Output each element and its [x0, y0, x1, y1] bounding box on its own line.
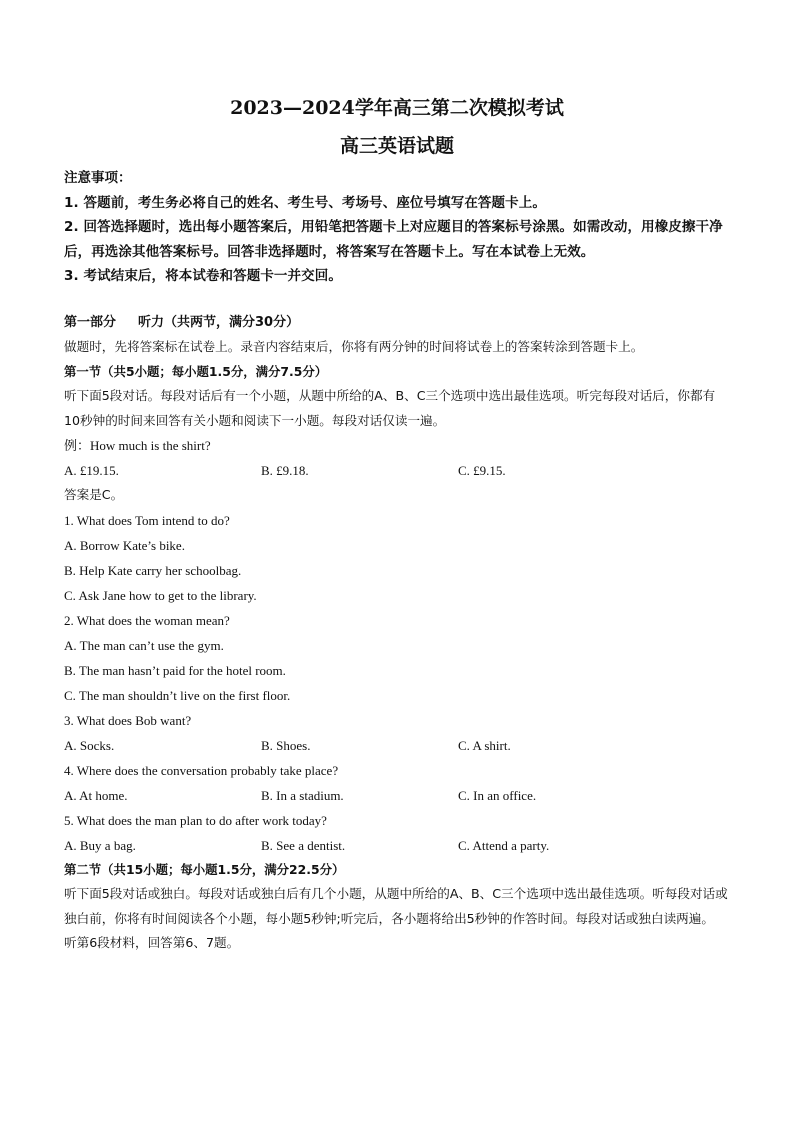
- section1-instructions: 听下面5段对话。每段对话后有一个小题，从题中所给的A、B、C三个选项中选出最佳选项。听完每段对话后，你都有10秒钟的时间来回答有关小题和阅读下一小题。每段对话仅读一遍。: [64, 388, 716, 428]
- notice-heading: 注意事项：: [64, 170, 132, 186]
- part1-title-detail: 听力（共两节，满分30分）: [138, 314, 300, 330]
- question-4-option-a: A. At home.: [64, 787, 128, 803]
- exam-title: 2023—2024学年高三第二次模拟考试: [230, 97, 564, 119]
- notice-item-3: 3. 考试结束后，将本试卷和答题卡一并交回。: [64, 268, 342, 284]
- question-1-option-a: A. Borrow Kate’s bike.: [64, 537, 185, 553]
- question-3-option-a: A. Socks.: [64, 737, 115, 753]
- question-1-option-c: C. Ask Jane how to get to the library.: [64, 587, 257, 603]
- question-1: 1. What does Tom intend to do?: [64, 512, 230, 528]
- question-5-option-a: A. Buy a bag.: [64, 837, 136, 853]
- question-4-option-c: C. In an office.: [458, 787, 537, 803]
- question-4-options: [64, 783, 730, 808]
- question-5: 5. What does the man plan to do after work today?: [64, 812, 327, 828]
- example-option-c: C. £9.15.: [458, 463, 506, 478]
- question-4-option-b: B. In a stadium.: [261, 787, 344, 803]
- example-answer: 答案是C。: [64, 487, 124, 502]
- section2-instructions: 听下面5段对话或独白。每段对话或独白后有几个小题，从题中所给的A、B、C三个选项中选出最佳选项。听每段对话或独白前，你将有时间阅读各个小题，每小题5秒钟;听完后，各小题将给出5秒钟的作答时间。每段对话或独白读两遍。: [64, 886, 728, 926]
- part1-title: [64, 311, 730, 336]
- section-spacer: [64, 289, 730, 311]
- part1-title-label: 第一部分: [64, 314, 117, 330]
- question-2-option-c: C. The man shouldn’t live on the first floor.: [64, 687, 291, 703]
- question-5-options: [64, 833, 730, 858]
- question-3: 3. What does Bob want?: [64, 712, 192, 728]
- question-2-option-b: B. The man hasn’t paid for the hotel room.: [64, 662, 286, 678]
- exam-subtitle: 高三英语试题: [339, 135, 454, 157]
- question-5-option-c: C. Attend a party.: [458, 837, 550, 853]
- question-2: 2. What does the woman mean?: [64, 612, 230, 628]
- question-2-option-a: A. The man can’t use the gym.: [64, 637, 224, 653]
- section2-title: 第二节（共15小题；每小题1.5分，满分22.5分）: [64, 861, 345, 877]
- example-question: 例：How much is the shirt?: [64, 438, 211, 453]
- part1-intro: 做题时，先将答案标在试卷上。录音内容结束后，你将有两分钟的时间将试卷上的答案转涂到答题卡上。: [64, 339, 644, 354]
- question-1-option-b: B. Help Kate carry her schoolbag.: [64, 562, 242, 578]
- question-4: 4. Where does the conversation probably take place?: [64, 762, 339, 778]
- example-option-a: A. £19.15.: [64, 463, 119, 478]
- example-option-b: B. £9.18.: [261, 463, 309, 478]
- section1-title: 第一节（共5小题；每小题1.5分，满分7.5分）: [64, 363, 328, 379]
- notice-item-2: 2. 回答选择题时，选出每小题答案后，用铅笔把答题卡上对应题目的答案标号涂黑。如需改动，用橡皮擦干净后，再选涂其他答案标号。回答非选择题时，将答案写在答题卡上。写在本试卷上无效。: [64, 219, 723, 260]
- question-5-option-b: B. See a dentist.: [261, 837, 346, 853]
- example-options: [64, 458, 730, 483]
- question-3-option-b: B. Shoes.: [261, 737, 311, 753]
- question-3-option-c: C. A shirt.: [458, 737, 511, 753]
- question-3-options: [64, 733, 730, 758]
- section2-material-note: 听第6段材料，回答第6、7题。: [64, 935, 240, 950]
- notice-item-1: 1. 答题前，考生务必将自己的姓名、考生号、考场号、座位号填写在答题卡上。: [64, 194, 546, 211]
